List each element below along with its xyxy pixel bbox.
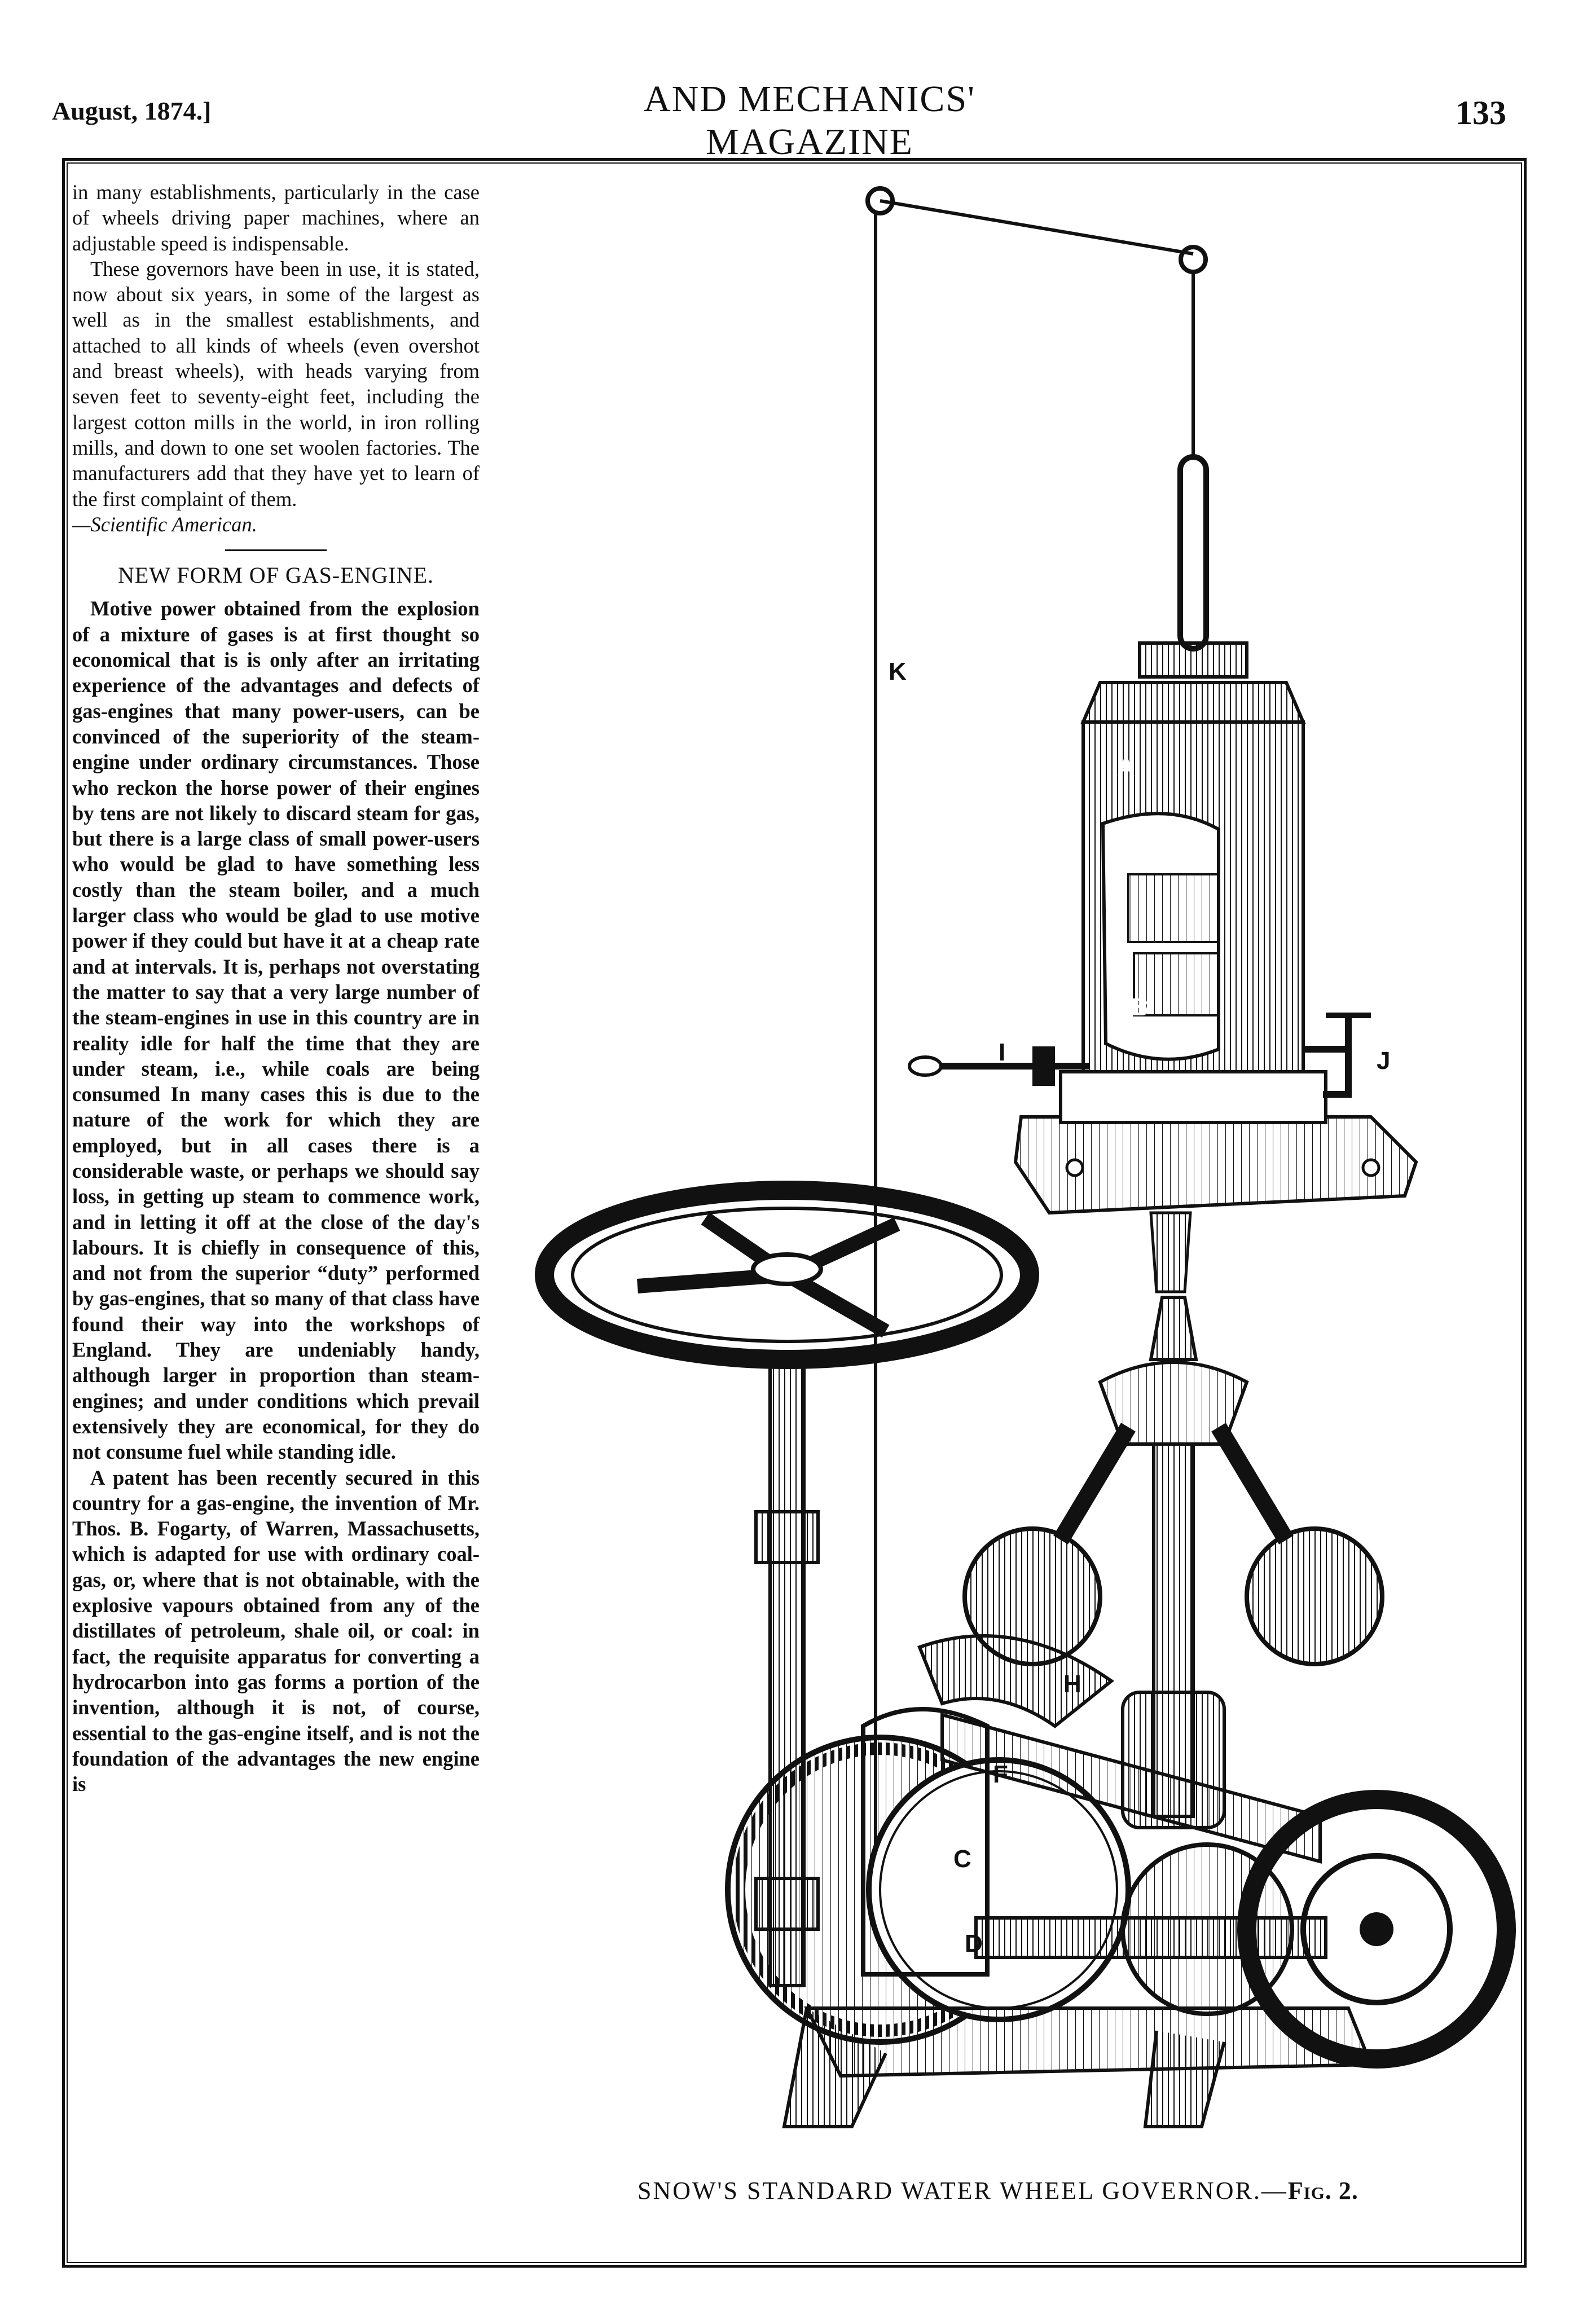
label-b: B: [1131, 993, 1149, 1021]
article-paragraph-2: A patent has been recently secured in this country for a gas-engine, the invention of Mr. Thos. B. Fogarty, of Warren, Massachusetts, which is adapted for use with ordinary coal-gas, or, where that is not obtainable, with the explosive vapours obtained from any of the distillates of petroleum, shale oil, or coal: in fact, the requisite apparatus for converting a hydrocarbon into gas forms a portion of the invention, although it is not, of course, essential to the gas-engine itself, and is not the foundation of the advantages the new engine is: [72, 1466, 480, 1796]
label-h: H: [1063, 1670, 1081, 1698]
label-f: F: [993, 1761, 1008, 1788]
intro-continuation: in many establishments, particularly in the case of wheels driving paper machines, where an adjustable speed is indispensable.: [72, 181, 480, 255]
label-j: J: [1377, 1047, 1391, 1075]
label-k: K: [889, 658, 907, 685]
source-citation: [72, 512, 480, 537]
figure-caption: [637, 2176, 1439, 2205]
caption-main: SNOW'S STANDARD WATER WHEEL GOVERNOR.—: [637, 2177, 1288, 2204]
label-i: I: [999, 1038, 1006, 1066]
text-column: [72, 179, 480, 1797]
caption-figure-number: Fig. 2.: [1287, 2177, 1358, 2204]
article-paragraph-1: Motive power obtained from the explosion of a mixture of gases is at first thought so economical that is is only after an irritating experience of the advantages and defects of gas-engines that many power-users, can be convinced of the superiority of the steam-engine under ordinary circumstances. Those who reckon the horse power of their engines by tens are not likely to discard steam for gas, but there is a large class of small power-users who would be glad to have something less costly than the steam boiler, and a much larger class who would be glad to use motive power if they could but have it at a cheap rate and at intervals. It is, perhaps not overstating the matter to say that a very large number of the steam-engines in use in this country are in reality idle for half the time that they are under steam, i.e., while coals are being consumed In many cases this is due to the nature of the work for which they are employed, but in all cases there is a considerable waste, or perhaps we should say loss, in getting up steam to commence work, and in letting it off at the close of the day's labours. It is chiefly in consequence of this, and not from the superior “duty” performed by gas-engines, that so many of that class have found their way into the workshops of England. They are undeniably handy, although larger in proportion than steam-engines; and under conditions which prevail extensively they are economical, for they do not consume fuel while standing idle.: [72, 597, 480, 1464]
label-c: C: [953, 1845, 971, 1873]
governor-illustration: [491, 169, 1523, 2155]
governors-paragraph: These governors have been in use, it is stated, now about six years, in some of the largest as well as in the smallest establishments, and attached to all kinds of wheels (even overshot and breast wheels), with heads varying from seven feet to seventy-eight feet, including the largest cotton mills in the world, in iron rolling mills, and down to one set woolen factories. The manufacturers add that they have yet to learn of the first complaint of them.: [72, 257, 480, 511]
article-heading: NEW FORM OF GAS-ENGINE.: [117, 562, 434, 588]
gear-train: [728, 1636, 1506, 2127]
header-date: August, 1874.]: [52, 96, 212, 125]
magazine-title: AND MECHANICS' MAGAZINE: [643, 78, 976, 162]
label-a: A: [1117, 754, 1135, 781]
source-text: —Scientific American.: [72, 512, 257, 536]
page-number: 133: [1456, 94, 1506, 131]
section-rule: [225, 549, 327, 551]
label-d: D: [965, 1930, 983, 1957]
cylinder-a: [909, 457, 1416, 1292]
